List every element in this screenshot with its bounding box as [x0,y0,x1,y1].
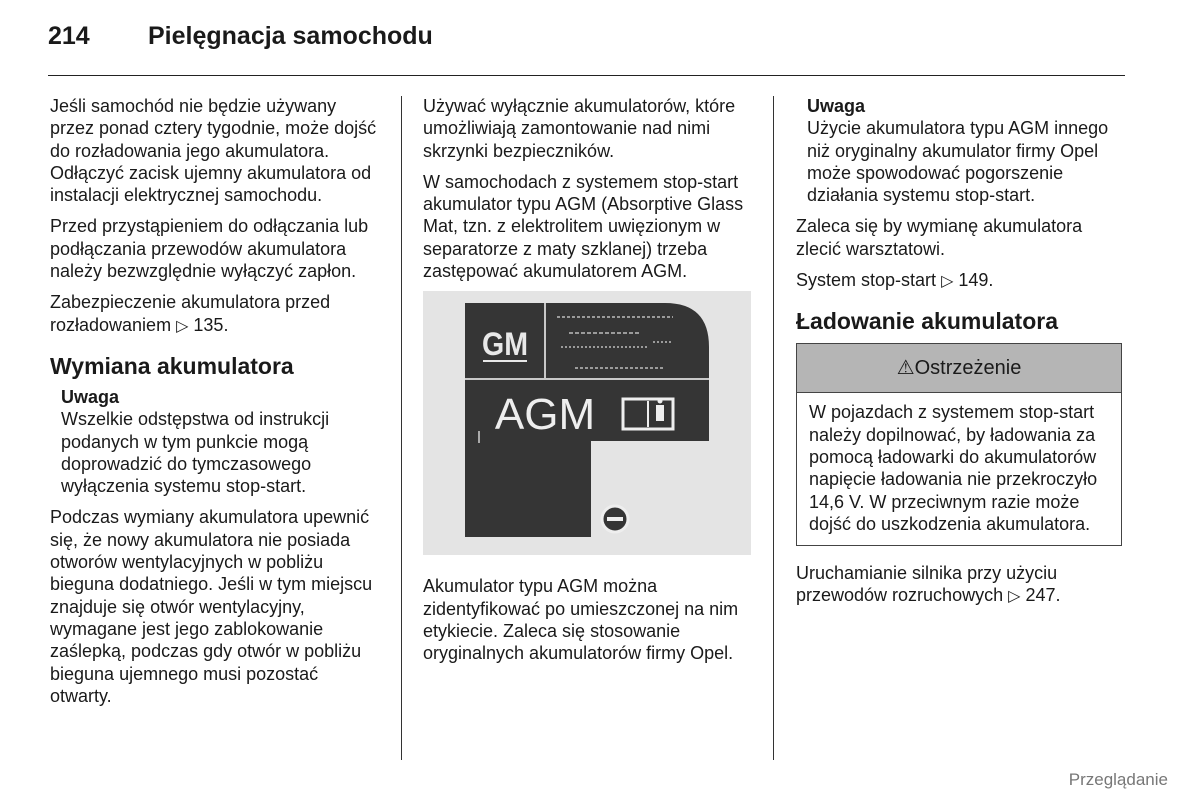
ref-arrow-icon: ▷ [176,317,189,335]
paragraph: Przed przystąpieniem do odłączania lub podłączania przewodów akumulatora należy bezwzględnie wyłączyć zapłon. [50,216,369,282]
warning-header [797,344,1121,393]
page-number: 214 [48,22,90,50]
header-rule [48,75,1125,76]
agm-label-illustration [423,291,751,555]
paragraph: Podczas wymiany akumulatora upewnić się, że nowy akumulatora nie posiada otworów wentylacyjnych w pobliżu bieguna dodatniego. Jeśli w tym miejscu znajduje się otwór wentylacyjny, wymagane jest jego zablokowanie zaślepką, podczas gdy otwór w pobliżu bieguna ujemnego musi pozostać otwarty. [50,507,373,706]
page-ref[interactable]: 149. [958,270,994,291]
page-title: Pielęgnacja samochodu [148,22,433,50]
warning-title: Ostrzeżenie [914,357,1022,380]
note-title: Uwaga [807,96,866,116]
page-ref[interactable]: 247. [1025,585,1061,606]
column-divider [773,96,774,760]
column-3 [796,95,1126,618]
figure-caption: Akumulator typu AGM można zidentyfikować po umieszczonej na nim etykiecie. Zaleca się stosowanie oryginalnych akumulatorów firmy Opel. [423,576,739,664]
paragraph: W samochodach z systemem stop-start akumulator typu AGM (Absorptive Glass Mat, tzn. z elektrolitem uwięzionym w separatorze z maty szklanej) trzeba zastępować akumulatorem AGM. [423,171,744,282]
paragraph: Zaleca się by wymianę akumulatora zlecić warsztatowi. [796,216,1083,259]
paragraph-text: System stop-start [796,270,937,291]
column-1 [50,95,380,716]
paragraph [796,269,1126,293]
warning-triangle-icon: ⚠ [896,357,915,380]
note [61,386,380,497]
agm-label-text: AGM [494,390,596,440]
section-heading: Wymiana akumulatora [50,352,294,379]
paragraph: Jeśli samochód nie będzie używany przez ponad cztery tygodnie, może dojść do rozładowania jego akumulatora. Odłączyć zacisk ujemny akumulatora od instalacji elektrycznej samochodu. [50,96,377,206]
paragraph: Używać wyłącznie akumulatorów, które umożliwiają zamontowanie nad nimi skrzynki bezpieczników. [423,96,736,161]
footer-label: Przeglądanie [1068,770,1168,789]
column-divider [401,96,402,760]
column-2 [423,95,758,674]
ref-arrow-icon: ▷ [941,273,954,291]
note-text: Użycie akumulatora typu AGM innego niż oryginalny akumulator firmy Opel może spowodować pogorszenie działania systemu stop-start. [807,118,1109,206]
page-ref[interactable]: 135. [193,314,229,335]
note [807,95,1126,206]
gm-logo: GM [482,326,528,363]
warning-text: W pojazdach z systemem stop-start należy dopilnować, by ładowania za pomocą ładowarki do akumulatorów napięcie ładowania nie przekroczyło 14,6 V. W przeciwnym razie może dojść do uszkodzenia akumulatora. [809,402,1098,534]
paragraph [50,291,380,338]
section-heading: Ładowanie akumulatora [796,308,1059,335]
ref-arrow-icon: ▷ [1008,588,1021,606]
paragraph [796,562,1126,609]
note-text: Wszelkie odstępstwa od instrukcji podanych w tym punkcie mogą doprowadzić do tymczasowego wyłączenia systemu stop-start. [61,409,330,497]
paragraph-text: Uruchamianie silnika przy użyciu przewodów rozruchowych [796,563,1058,606]
note-title: Uwaga [61,386,120,407]
warning-box [796,343,1122,546]
paragraph-text: Zabezpieczenie akumulatora przed rozładowaniem [50,292,331,335]
negative-terminal-icon [602,506,628,532]
agm-label-figure [423,291,751,555]
